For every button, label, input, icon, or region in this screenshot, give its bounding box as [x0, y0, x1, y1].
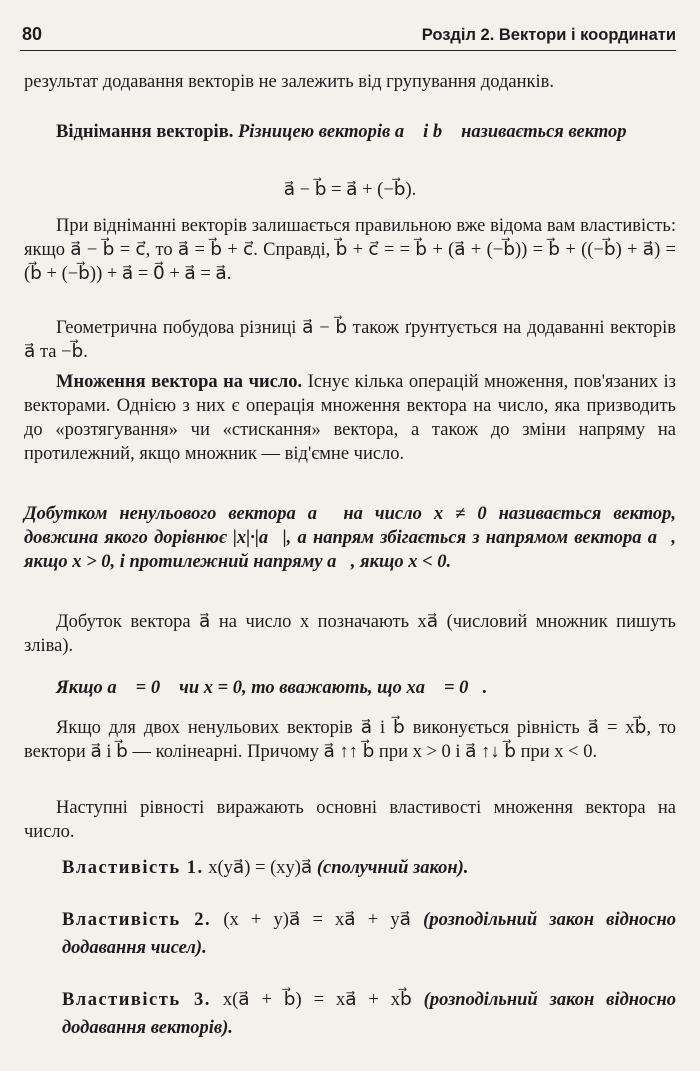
section-title: Розділ 2. Вектори і координати	[421, 26, 676, 44]
paragraph-grouping: результат додавання векторів не залежить від групування доданків.	[24, 72, 554, 92]
property-2-formula: (x + y)a⃗ = xa⃗ + ya⃗	[223, 910, 411, 930]
paragraph-geometric-construction: Геометрична побудова різниці a⃗ − b⃗ також ґрунтується на додаванні векторів a⃗ та −b⃗.	[24, 318, 676, 362]
subtraction-def: Різницею векторів a⃗ і b⃗ називається вектор	[237, 122, 627, 142]
property-1-name: (сполучний закон).	[316, 858, 469, 878]
property-3-name: (розподільний закон відносно додавання векторів).	[62, 990, 677, 1038]
paragraph-subtraction-property: При відніманні векторів залишається правильною вже відома вам властивість: якщо a⃗ − b⃗ = c⃗, то a⃗ = b⃗ + c⃗. Справді, b⃗ + c⃗ = = b⃗ + (a⃗ + (−b⃗)) = b⃗ + ((−b⃗) + a⃗) = (b⃗ + (−b⃗)) + a⃗ = 0⃗ + a⃗ = a⃗.	[24, 216, 676, 284]
multiplication-title: Множення вектора на число.	[56, 372, 303, 392]
property-2	[62, 906, 676, 962]
paragraph-multiplication-intro	[24, 370, 676, 466]
property-3	[62, 986, 676, 1042]
paragraph-properties-intro: Наступні рівності виражають основні властивості множення вектора на число.	[24, 798, 676, 842]
multiplication-definition: Добутком ненульового вектора a⃗ на число x ≠ 0 називається вектор, довжина якого дорівнює |x|·|a⃗|, а напрям збігається з напрямом вектора a⃗, якщо x > 0, і протилежний напряму a⃗, якщо x < 0.	[24, 504, 676, 572]
paragraph-notation: Добуток вектора a⃗ на число x позначають xa⃗ (числовий множник пишуть зліва).	[24, 612, 676, 656]
property-2-label: Властивість 2.	[62, 910, 212, 930]
property-3-formula: x(a⃗ + b⃗) = xa⃗ + xb⃗	[222, 990, 412, 1010]
subtraction-title: Віднімання векторів.	[56, 122, 234, 142]
property-2-name: (розподільний закон відносно додавання чисел).	[62, 910, 677, 958]
property-1-label: Властивість 1.	[62, 858, 204, 878]
property-1	[62, 854, 676, 882]
page-header	[20, 22, 676, 51]
paragraph-collinear: Якщо для двох ненульових векторів a⃗ і b⃗ виконується рівність a⃗ = xb⃗, то вектори a⃗ і b⃗ — колінеарні. Причому a⃗ ↑↑ b⃗ при x > 0 і a⃗ ↑↓ b⃗ при x < 0.	[24, 718, 676, 762]
formula-subtraction: a⃗ − b⃗ = a⃗ + (−b⃗).	[283, 180, 417, 200]
property-1-formula: x(ya⃗) = (xy)a⃗	[208, 858, 313, 878]
zero-rule: Якщо a⃗ = 0⃗ чи x = 0, то вважають, що xa⃗ = 0⃗.	[56, 678, 488, 698]
subtraction-definition	[24, 120, 676, 144]
page-number: 80	[22, 24, 43, 44]
multiplication-text: Існує кілька операцій множення, пов'язаних із векторами. Однією з них є операція множення вектора на число, яка призводить до «розтягування» чи «стискання» вектора, а також до зміни напряму на протилежний, якщо множник — від'ємне число.	[24, 372, 676, 464]
property-3-label: Властивість 3.	[62, 990, 211, 1010]
